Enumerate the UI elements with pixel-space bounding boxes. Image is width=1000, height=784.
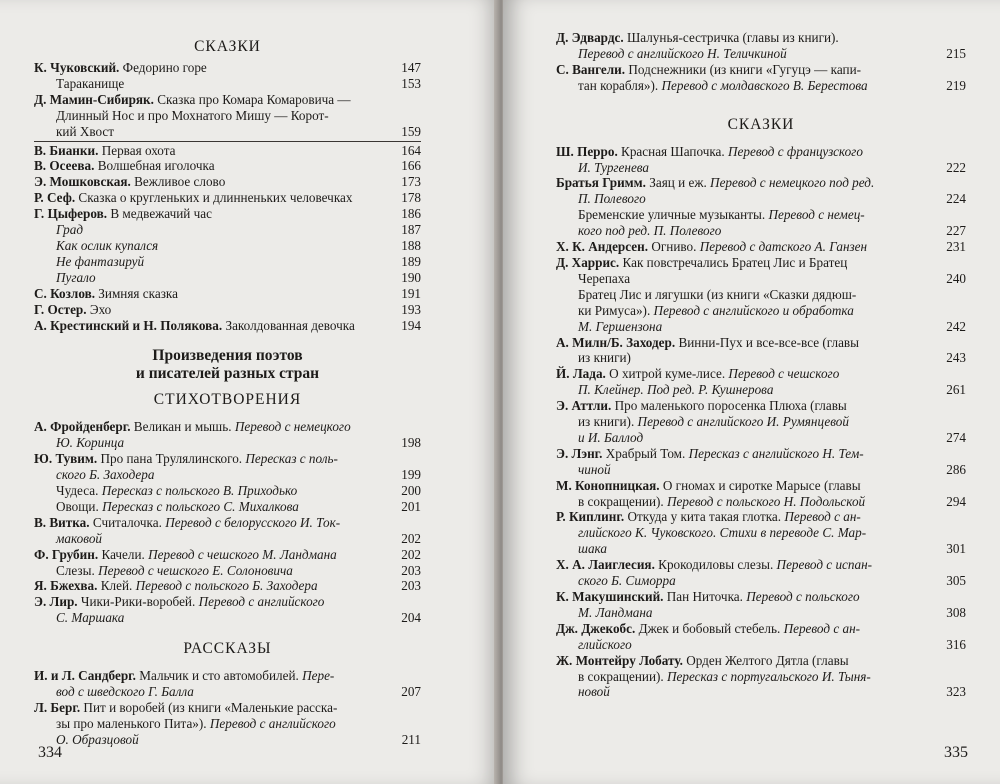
page-number: 211	[401, 731, 421, 747]
toc-entry-continued: С. Маршака 204	[56, 610, 421, 626]
toc-entry: Р. Киплинг. Откуда у кита такая глотка. Перевод с ан-	[556, 509, 861, 525]
page-number: 191	[401, 285, 421, 301]
toc-entry-continued: ки Римуса»). Перевод с английского и обработка	[578, 302, 854, 318]
toc-entry-continued: Перевод с английского Н. Теличкиной 215	[578, 45, 966, 61]
page-number: 166	[401, 158, 421, 174]
page-number: 243	[946, 350, 966, 366]
page-number: 308	[946, 604, 966, 620]
toc-entry: Д. Эдвардс. Шалунья-сестричка (главы из книги).	[556, 30, 839, 45]
page-number: 190	[401, 269, 421, 285]
toc-entry-continued: кий Хвост 159	[56, 123, 421, 139]
page-number: 200	[401, 483, 421, 499]
right-contents	[556, 30, 966, 700]
page-number: 173	[401, 174, 421, 190]
toc-entry-continued: П. Клейнер. Под ред. Р. Кушнерова 261	[578, 382, 966, 398]
toc-entry: А. Фройденберг. Великан и мышь. Перевод с немецкого	[34, 419, 351, 435]
page-number: 242	[946, 318, 966, 334]
toc-entry-continued: Ю. Коринца 198	[56, 435, 421, 451]
page-number: 204	[401, 610, 421, 626]
divider	[34, 141, 421, 142]
page-number: 305	[946, 573, 966, 589]
page-folio-left: 334	[38, 744, 62, 761]
toc-entry: Ш. Перро. Красная Шапочка. Перевод с французского	[556, 143, 863, 159]
toc-subentry: Пугало 190	[56, 269, 421, 285]
page-number: 159	[401, 123, 421, 139]
toc-entry: Э. Аттли. Про маленького поросенка Плюха (главы	[556, 398, 847, 414]
page-number: 231	[946, 239, 966, 255]
page-number: 215	[946, 45, 966, 61]
toc-subentry: Не фантазируй 189	[56, 253, 421, 269]
toc-entry: В. Витка. Считалочка. Перевод с белорусского И. Ток-	[34, 514, 341, 530]
toc-entry-continued: глийского 316	[578, 636, 966, 652]
toc-entry-continued: новой 323	[578, 684, 966, 700]
toc-entry: С. Козлов. Зимняя сказка 191	[34, 285, 421, 301]
page-number: 178	[401, 190, 421, 206]
toc-entry: Д. Харрис. Как повстречались Братец Лис и Братец	[556, 254, 848, 270]
toc-entry: Ю. Тувим. Про пана Трулялинского. Пересказ с поль-	[34, 451, 338, 467]
toc-entry-continued: тан корабля»). Перевод с молдавского В. Берестова 219	[578, 77, 966, 93]
part-title: и писателей разных стран	[135, 365, 320, 383]
toc-entry: Л. Берг. Пит и воробей (из книги «Маленькие расска-	[34, 700, 338, 715]
toc-entry: В. Бианки. Первая охота 164	[34, 142, 421, 158]
page-number: 188	[401, 237, 421, 253]
toc-entry: Я. Бжехва. Клей. Перевод с польского Б. Заходера 203	[34, 578, 421, 594]
toc-entry-continued: в сокращении). Пересказ с португальского И. Тыня-	[578, 668, 871, 684]
toc-entry: М. Конопницкая. О гномах и сиротке Марысе (главы	[556, 477, 861, 493]
toc-entry: Э. Лир. Чики-Рики-воробей. Перевод с английского	[34, 594, 325, 610]
toc-entry-continued: Длинный Нос и про Мохнатого Мишу — Корот-	[56, 107, 329, 123]
toc-entry-continued: маковой 202	[56, 530, 421, 546]
toc-subentry: Как ослик купался 188	[56, 237, 421, 253]
toc-entry-continued: ского Б. Заходера 199	[56, 467, 421, 483]
toc-entry-continued: М. Гершензона 242	[578, 318, 966, 334]
page-number: 222	[946, 159, 966, 175]
page-folio-right: 335	[944, 744, 968, 761]
page-number: 261	[946, 382, 966, 398]
toc-entry: Д. Мамин-Сибиряк. Сказка про Комара Комаровича —	[34, 91, 351, 107]
right-page	[503, 0, 1000, 784]
toc-subentry: Град 187	[56, 222, 421, 238]
toc-entry: Братья Гримм. Заяц и еж. Перевод с немецкого под ред.	[556, 175, 875, 191]
page-number: 301	[946, 541, 966, 557]
section-title-skazki: СКАЗКИ	[194, 38, 261, 55]
toc-entry: А. Милн/Б. Заходер. Винни-Пух и все-все-все (главы	[556, 334, 860, 350]
section-title-skazki: СКАЗКИ	[727, 115, 795, 133]
page-number: 186	[401, 206, 421, 222]
toc-entry-continued: из книги) 243	[578, 350, 966, 366]
page-number: 316	[946, 636, 966, 652]
page-number: 240	[946, 270, 966, 286]
toc-entry: Э. Мошковская. Вежливое слово 173	[34, 174, 421, 190]
toc-entry: Чудеса. Пересказ с польского В. Приходько 200	[56, 483, 421, 499]
page-number: 198	[401, 435, 421, 451]
toc-entry-continued: глийского К. Чуковского. Стихи в переводе С. Мар-	[578, 525, 867, 541]
toc-entry: Слезы. Перевод с чешского Е. Солоновича 203	[56, 562, 421, 578]
toc-entry: Тараканище 153	[56, 75, 421, 91]
toc-entry: Братец Лис и лягушки (из книги «Сказки дядюш-	[578, 286, 857, 302]
section-title-poems: СТИХОТВОРЕНИЯ	[153, 391, 302, 409]
toc-entry: Й. Лада. О хитрой куме-лисе. Перевод с чешского	[556, 366, 840, 382]
page-number: 193	[401, 301, 421, 317]
page-number: 202	[401, 530, 421, 546]
toc-entry: И. и Л. Сандберг. Мальчик и сто автомобилей. Пере-	[34, 668, 335, 684]
toc-entry: К. Чуковский. Федорино горе 147	[34, 60, 421, 75]
page-number: 274	[946, 429, 966, 445]
toc-entry: А. Крестинский и Н. Полякова. Заколдованная девочка 194	[34, 317, 421, 333]
toc-entry-continued: И. Тургенева 222	[578, 159, 966, 175]
page-number: 187	[401, 222, 421, 238]
page-number: 194	[401, 317, 421, 333]
page-number: 203	[401, 578, 421, 594]
toc-entry: К. Макушинский. Пан Ниточка. Перевод с польского	[556, 589, 860, 604]
toc-entry: Дж. Джекобс. Джек и бобовый стебель. Перевод с ан-	[556, 620, 861, 636]
page-number: 199	[401, 467, 421, 483]
toc-entry: С. Вангели. Подснежники (из книги «Гугуцэ — капи-	[556, 61, 862, 77]
toc-entry-continued: зы про маленького Пита»). Перевод с английского	[56, 715, 336, 731]
page-number: 286	[946, 461, 966, 477]
toc-entry-continued: вод с шведского Г. Балла 207	[56, 684, 421, 700]
toc-entry: Бременские уличные музыканты. Перевод с немец-	[578, 207, 865, 223]
toc-entry: Г. Цыферов. В медвежачий час 186	[34, 206, 421, 222]
page-number: 153	[401, 75, 421, 91]
section-title-stories: РАССКАЗЫ	[183, 640, 272, 658]
page-number: 202	[401, 546, 421, 562]
toc-entry: Ж. Монтейру Лобату. Орден Желтого Дятла (главы	[556, 652, 849, 668]
part-title: Произведения поэтов	[152, 347, 303, 365]
toc-entry: Р. Сеф. Сказка о кругленьких и длинненьких человечках 178	[34, 190, 421, 206]
page-number: 201	[401, 498, 421, 514]
page-number: 189	[401, 253, 421, 269]
page-number: 294	[946, 493, 966, 509]
page-number: 164	[401, 142, 421, 158]
page-number: 203	[401, 562, 421, 578]
page-number: 219	[946, 77, 966, 93]
page-number: 207	[401, 684, 421, 700]
toc-entry-continued: М. Ландмана 308	[578, 604, 966, 620]
toc-entry: Х. А. Лаиглесия. Крокодиловы слезы. Перевод с испан-	[556, 557, 873, 573]
page-number: 227	[946, 223, 966, 239]
page-number: 224	[946, 191, 966, 207]
toc-entry-continued: из книги). Перевод с английского И. Румянцевой	[578, 414, 849, 430]
toc-entry-continued: шака 301	[578, 541, 966, 557]
toc-entry: В. Осеева. Волшебная иголочка 166	[34, 158, 421, 174]
toc-entry: Ф. Грубин. Качели. Перевод с чешского М. Ландмана 202	[34, 546, 421, 562]
page-number: 323	[946, 684, 966, 700]
toc-entry-continued: П. Полевого 224	[578, 191, 966, 207]
toc-entry: Э. Лэнг. Храбрый Том. Пересказ с английского Н. Тем-	[556, 445, 864, 461]
toc-entry-continued: Черепаха 240	[578, 270, 966, 286]
toc-entry-continued: чиной 286	[578, 461, 966, 477]
toc-entry: Овощи. Пересказ с польского С. Михалкова 201	[56, 498, 421, 514]
toc-entry: Х. К. Андерсен. Огниво. Перевод с датского А. Ганзен 231	[556, 239, 966, 255]
toc-entry-continued: О. Образцовой 211	[56, 731, 421, 747]
toc-entry-continued: в сокращении). Перевод с польского Н. Подольской 294	[578, 493, 966, 509]
toc-entry-continued: ского Б. Симорра 305	[578, 573, 966, 589]
toc-entry-continued: и И. Баллод 274	[578, 429, 966, 445]
left-contents	[34, 30, 421, 748]
page-number: 147	[401, 60, 421, 75]
toc-entry-continued: кого под ред. П. Полевого 227	[578, 223, 966, 239]
toc-entry: Г. Остер. Эхо 193	[34, 301, 421, 317]
